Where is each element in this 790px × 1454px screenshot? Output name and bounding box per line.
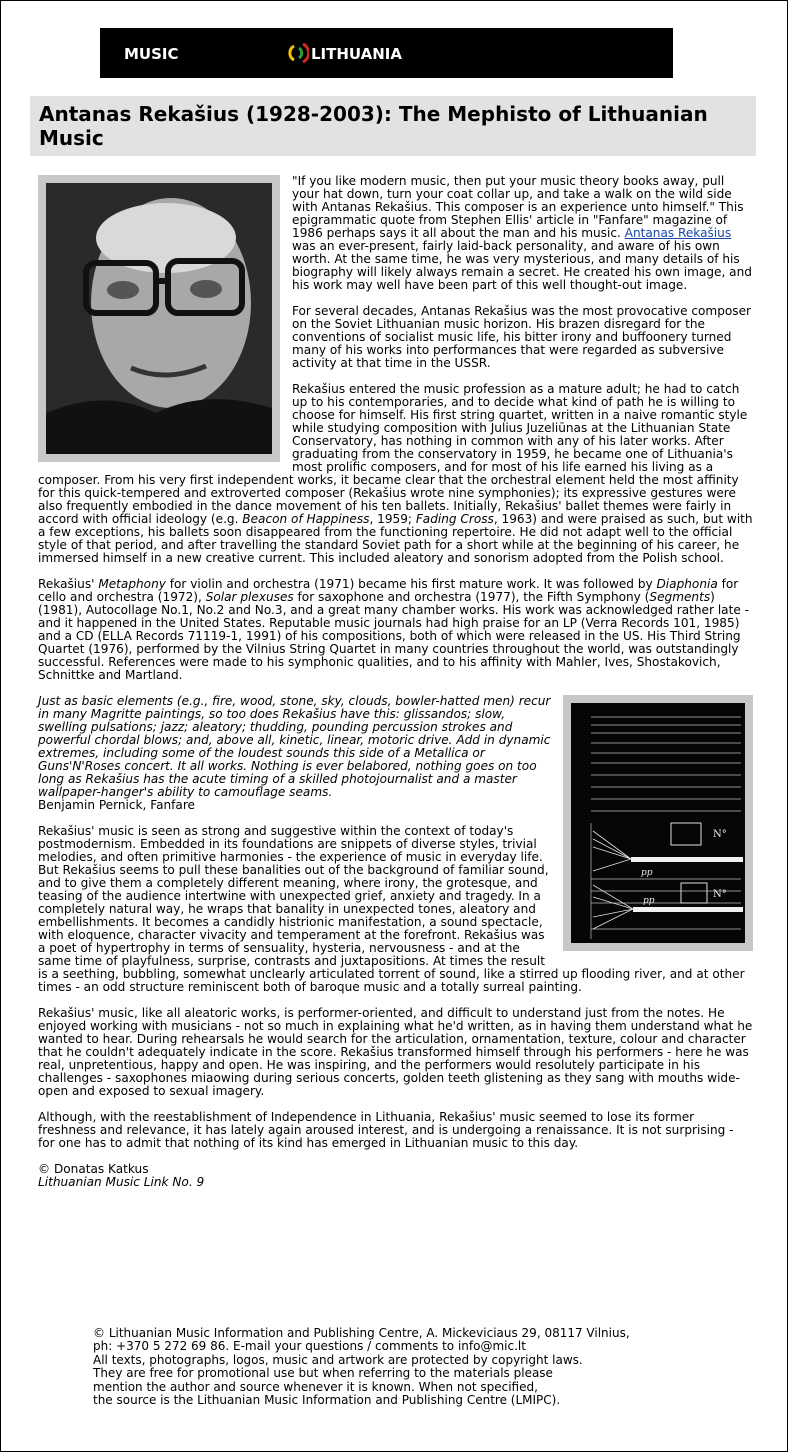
score-image-frame <box>563 695 753 951</box>
score-mark-3: pp <box>643 896 655 906</box>
score-mark-4: N° <box>713 889 727 900</box>
music-score-image <box>571 703 745 943</box>
footer-line-1: © Lithuanian Music Information and Publishing Centre, A. Mickeviciaus 29, 08117 Vilnius, <box>93 1326 630 1340</box>
sound-wave-red <box>303 44 309 62</box>
footer-line-4: They are free for promotional use but when referring to the materials please <box>93 1366 553 1381</box>
footer-line-5: mention the author and source whenever it is known. When not specified, <box>93 1379 538 1394</box>
sound-wave-yellow <box>290 46 294 60</box>
credit-author: © Donatas Katkus <box>38 1162 149 1176</box>
score-mark-1: pp <box>641 868 653 878</box>
title-banner <box>30 96 756 156</box>
critic-quote: Just as basic elements (e.g., fire, wood, stone, sky, clouds, bowler-hatted men) recur in many Magritte paintings, so too does Rekašius have this: glissandos; slow, swelling pulsations; jazz; aleatory; thudding, pounding percussion strokes and powerful chordal blows; and, above all, kinetic, linear, motoric drive. Add in dynamic extremes, including some of the loudest sounds this side of a Metallica or Guns'N'Roses concert. It all works. Nothing is ever belabored, nothing goes on too long as Rekašius has the acute timing of a skilled photojournalist and a master wallpaper-hanger's ability to camouflage seams. <box>38 694 551 799</box>
p3-text-c: , 1963) and were praised as such, but with a few exceptions, his ballets soon disappeared from the functioning repertoire. He did not adapt well to the official style of that period, and after travelling the standard Soviet path for a short while at the beginning of his career, he immersed himself in a new creative current. This included aleatory and sonorism adopted from the Polish school. <box>38 512 753 565</box>
p4-text-e: ) (1981), Autocollage No.1, No.2 and No.3, and a great many chamber works. His work was acknowledged rather late - and it happened in the United States. Reputable music journals had high praise for an LP (Verra Records 101, 1985) and a CD (ELLA Records 71119-1, 1991) of his compositions, both of which were released in the US. His Third String Quartet (1976), performed by the Vilnius String Quartet in many countries throughout the world, was outstandingly successful. References were made to his symphonic qualities, and to his affinity with Mahler, Ives, Shostakovich, Schnittke and Martland. <box>38 590 749 682</box>
score-illustration <box>571 703 745 943</box>
p4-text-d: for saxophone and orchestra (1977), the Fifth Symphony ( <box>293 590 650 604</box>
p4-work-title-1: Metaphony <box>98 577 166 591</box>
critic-quote-author: Benjamin Pernick, Fanfare <box>38 798 195 812</box>
page-footer <box>93 1327 713 1407</box>
p3-text-b: , 1959; <box>369 512 416 526</box>
score-mark-2: N° <box>713 829 727 840</box>
p3-text-a: Rekašius entered the music profession as a mature adult; he had to catch up to his contemporaries, and to decide what kind of path he is willing to choose for himself. His first string quartet, written in a naive romantic style while studying composition with Julius Juzeliūnas at the Lithuanian State Conservatory, has nothing in common with any of his later works. After graduating from the conservatory in 1959, he became one of Lithuania's most prolific composers, and for most of his life earned his living as a composer. From his very first independent works, it became clear that the orchestral element held the most affinity for this quick-tempered and extroverted composer (Rekašius wrote nine symphonies); its expressive gestures were also frequently embodied in the dance movement of his ten ballets. Initially, Rekašius' ballet themes were fairly in accord with official ideology (e.g. <box>38 382 748 526</box>
article-credit <box>38 1163 753 1189</box>
p4-work-title-2: Diaphonia <box>656 577 718 591</box>
logo-text-lithuania: LITHUANIA <box>311 45 402 63</box>
p4-text-b: for violin and orchestra (1971) became his first mature work. It was followed by <box>165 577 657 591</box>
footer-line-6: the source is the Lithuanian Music Information and Publishing Centre (LMIPC). <box>93 1393 561 1408</box>
composer-photo-frame <box>38 175 280 462</box>
composer-link[interactable]: Antanas Rekašius <box>624 226 732 240</box>
p1-text-a: "If you like modern music, then put your music theory books away, pull your hat down, turn your coat collar up, and take a walk on the wild side with Antanas Rekašius. This composer is an experience unto himself." This epigrammatic quote from Stephen Ellis' article in "Fanfare" magazine of 1986 perhaps says it all about the man and his music. <box>292 174 744 240</box>
site-logo-banner[interactable] <box>100 28 673 78</box>
article-paragraph-5: Rekašius' music is seen as strong and suggestive within the context of today's postmodernism. Embedded in its foundations are snippets of diverse styles, trivial melodies, and often primitive harmonies - the experience of music in everyday life. But Rekašius seems to pull these banalities out of the background of familiar sound, and to give them a completely different meaning, where irony, the grotesque, and teasing of the audience intertwine with unexpected grief, anxiety and tragedy. In a completely natural way, he wraps that banality in unexpected tones, aleatory and embellishments. It becomes a candidly histrionic manifestation, a sound spectacle, with eloquence, character vivacity and temperament at the forefront. Rekašius was a poet of hypertrophy in terms of sensuality, hysteria, nervousness - and at the same time of playfulness, surprise, contrasts and juxtapositions. At times the result is a seething, bubbling, somewhat unclearly articulated torrent of sound, like a stirred up flooding river, and at other times - an odd structure reminiscent both of baroque music and a totally surreal painting. <box>38 824 745 994</box>
sound-wave-icon <box>285 41 309 65</box>
article-paragraph-2: For several decades, Antanas Rekašius was the most provocative composer on the Soviet Lithuanian music horizon. His brazen disregard for the conventions of socialist music life, his bitter irony and buffoonery turned many of his works into performances that were regarded as subversive activity at that time in the USSR. <box>292 304 752 370</box>
page-title: Antanas Rekašius (1928-2003): The Mephisto of Lithuanian Music <box>39 102 708 150</box>
p3-ballet-title-1: Beacon of Happiness <box>242 512 370 526</box>
p4-text-a: Rekašius' <box>38 577 99 591</box>
logo-text-music: MUSIC <box>124 45 179 63</box>
p4-work-title-3: Solar plexuses <box>205 590 294 604</box>
footer-line-2: ph: +370 5 272 69 86. E-mail your questions / comments to info@mic.lt <box>93 1339 526 1354</box>
portrait-illustration <box>46 183 272 454</box>
p4-text-c: for cello and orchestra (1972), <box>38 577 739 604</box>
p1-text-b: was an ever-present, fairly laid-back personality, and aware of his own worth. At the same time, he was very mysterious, and many details of his biography will likely always remain a secret. He created his own image, and his work may well have been part of this well thought-out image. <box>292 239 752 292</box>
sound-wave-green <box>299 48 302 58</box>
footer-line-3: All texts, photographs, logos, music and artwork are protected by copyright laws. <box>93 1352 583 1367</box>
article-paragraph-4 <box>38 578 753 682</box>
article-body <box>38 175 753 1202</box>
article-paragraph-6: Rekašius' music, like all aleatoric works, is performer-oriented, and difficult to understand just from the notes. He enjoyed working with musicians - not so much in explaining what he'd written, as in having them understand what he wanted to hear. During rehearsals he would search for the articulation, ornamentation, texture, colour and character that he couldn't adequately indicate in the score. Rekašius transformed himself through his performers - here he was real, unpretentious, happy and open. He was inspiring, and the performers would resolutely participate in his challenges - saxophones miaowing during serious concerts, golden teeth glistening as they sang with mouths wide-open and exposed to sexual imagery. <box>38 1006 753 1098</box>
p4-work-title-4: Segments <box>649 590 711 604</box>
credit-source: Lithuanian Music Link No. 9 <box>38 1175 205 1189</box>
article-paragraph-7: Although, with the reestablishment of Independence in Lithuania, Rekašius' music seemed to lose its former freshness and relevance, it has lately again aroused interest, and is undergoing a renaissance. It is not surprising - for one has to admit that nothing of its kind has emerged in Lithuanian music to this day. <box>38 1110 734 1150</box>
p3-ballet-title-2: Fading Cross <box>415 512 494 526</box>
composer-portrait-photo <box>46 183 272 454</box>
